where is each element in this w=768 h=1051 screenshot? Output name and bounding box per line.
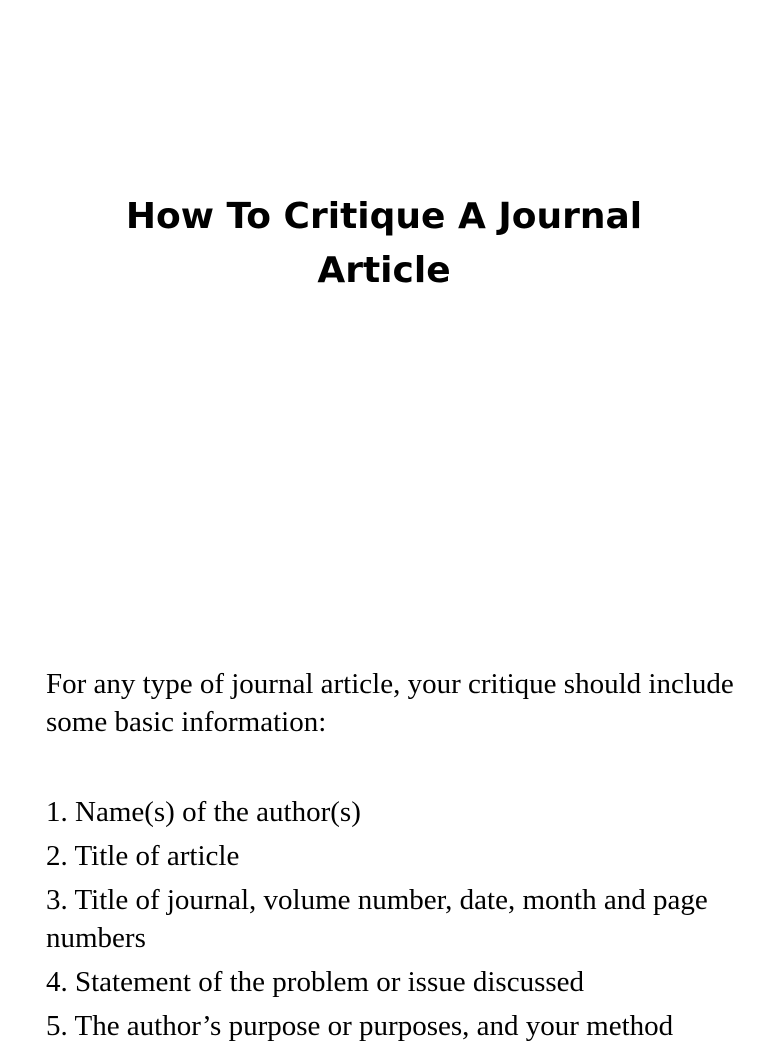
page-title: How To Critique A Journal Article bbox=[125, 196, 643, 291]
body-content bbox=[46, 665, 736, 1051]
list-item: 4. Statement of the problem or issue discussed bbox=[46, 966, 585, 998]
list-item: 1. Name(s) of the author(s) bbox=[46, 796, 361, 828]
list-item: 5. The author’s purpose or purposes, and your method bbox=[46, 1010, 674, 1042]
list-item: 2. Title of article bbox=[46, 840, 240, 872]
intro-paragraph: For any type of journal article, your critique should include some basic information: bbox=[46, 668, 734, 738]
info-list bbox=[46, 793, 736, 1045]
list-item: 3. Title of journal, volume number, date, month and page numbers bbox=[46, 884, 708, 954]
